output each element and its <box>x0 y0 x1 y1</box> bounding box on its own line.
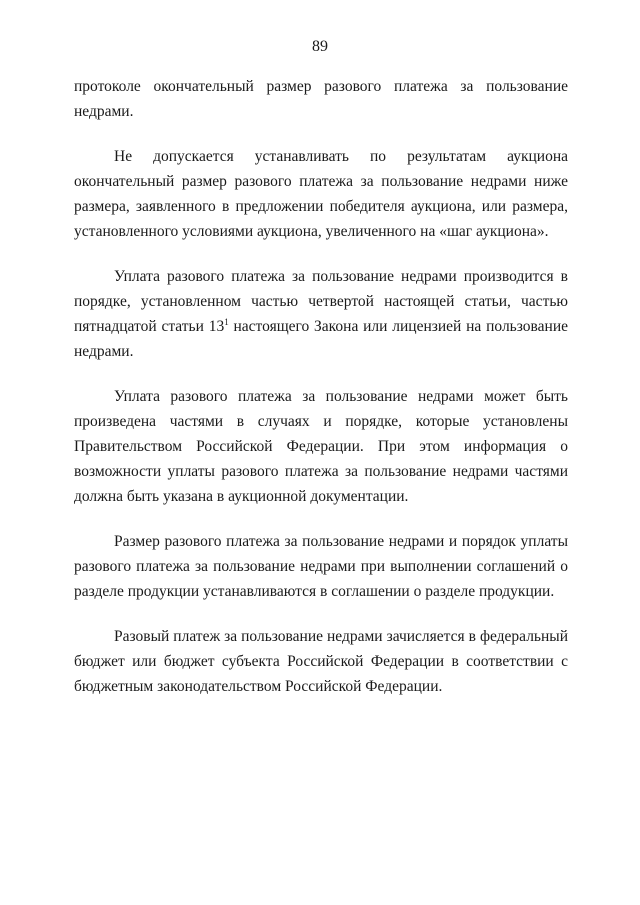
paragraph-production-sharing: Размер разового платежа за пользование недрами и порядок уплаты разового платежа за пользование недрами при выполнении соглашений о разделе продукции устанавливаются в соглашении о разделе продукции. <box>74 533 568 600</box>
paragraph-continuation: протоколе окончательный размер разового платежа за пользование недрами. <box>74 78 568 120</box>
paragraph-text-after-superscript: настоящего Закона или лицензией на пользование недрами. <box>74 318 568 360</box>
paragraph-text-before-superscript: Уплата разового платежа за пользование недрами производится в порядке, установленном частью четвертой настоящей статьи, частью пятнадцатой статьи 13 <box>74 268 568 335</box>
document-body <box>74 74 568 719</box>
page-number: 89 <box>312 38 328 55</box>
superscript-article-index: 1 <box>224 317 229 327</box>
paragraph-budget-allocation: Разовый платеж за пользование недрами зачисляется в федеральный бюджет или бюджет субъекта Российской Федерации в соответствии с бюджетным законодательством Российской Федерации. <box>74 628 568 695</box>
paragraph-installments: Уплата разового платежа за пользование недрами может быть произведена частями в случаях и порядке, которые установлены Правительством Российской Федерации. При этом информация о возможности уплаты разового платежа за пользование недрами частями должна быть указана в аукционной документации. <box>74 388 568 505</box>
paragraph-minimum-payment: Не допускается устанавливать по результатам аукциона окончательный размер разового платежа за пользование недрами ниже размера, заявленного в предложении победителя аукциона, или размера, установленного условиями аукциона, увеличенного на «шаг аукциона». <box>74 148 568 240</box>
paragraph-payment-procedure <box>74 264 568 364</box>
